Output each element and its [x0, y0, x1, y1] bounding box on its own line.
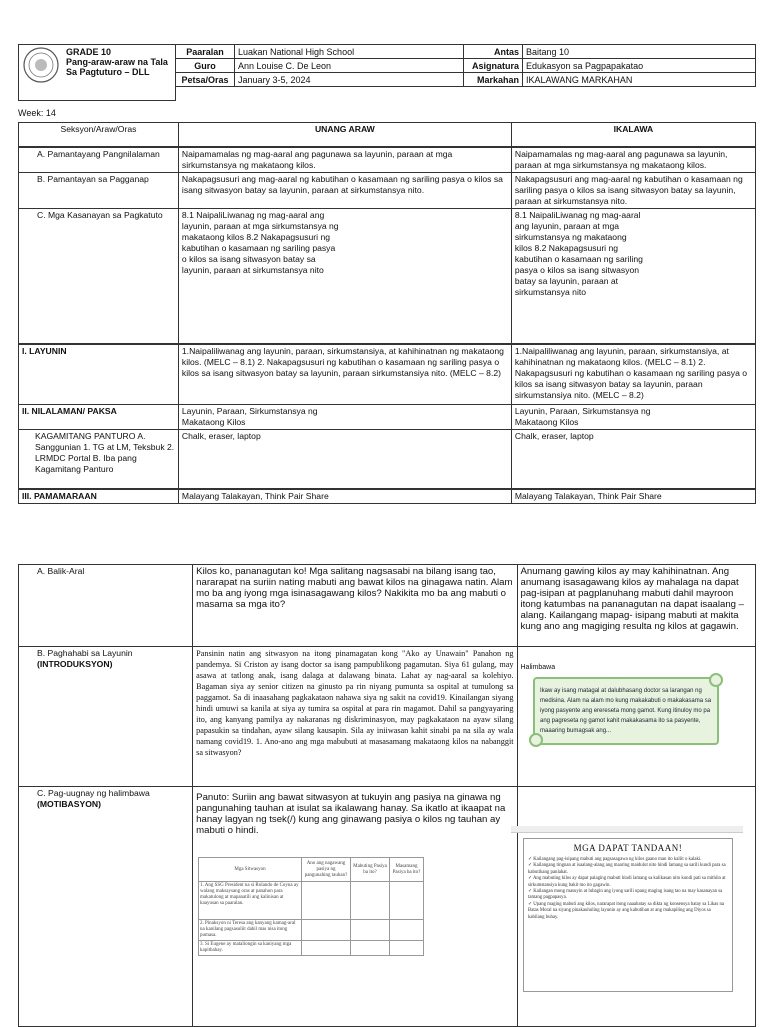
row-day1: Naipamamalas ng mag-aaral ang pagunawa sa layunin, paraan at mga sirkumstansya ng makataong kilos.	[178, 147, 511, 173]
subject-value: Edukasyon sa Pagpapakatao	[523, 59, 756, 73]
poster-item: ✓ Kailangang pag-isipang mabuti ang pagsasagawa ng kilos gaano man ito kaliit o kalaki.	[528, 857, 702, 862]
row-day1: Layunin, Paraan, Sirkumstansya ng Makataong Kilos	[178, 404, 511, 429]
row-label: KAGAMITANG PANTURO A. Sanggunian 1. TG at LM, Teksbuk 2. LRMDC Portal B. Iba pang Kagamitang Panturo	[19, 429, 179, 489]
row-label	[19, 787, 193, 1027]
date-label: Petsa/Oras	[176, 73, 235, 87]
quarter-value: IKALAWANG MARKAHAN	[523, 73, 756, 87]
header-table	[18, 44, 756, 101]
week-label: Week: 14	[18, 108, 56, 118]
answer-cell	[351, 882, 390, 920]
row-day1: Pansinin natin ang sitwasyon na itong pinamagatan kong "Ako ay Unawain" Panahon ng pandemya. Si Criston ay isang doctor sa isang pampublikong pagamutan. Siya 61 gulang, may asawa at tatlong anak, isang dalaga at dalawang binata. Lahat ay nag-aaral sa kolehiyo. Bagaman siya ay senior citizen na ginusto pa rin niyang pumunta sa ospital at tumulong sa paggamot. Sa di inaasahang pagkakataon nahawa siya ng sakit na covid19. Kinailangan siyang hindi umuwi sa kanila at siya ay tumira sa ospital at para rin magamot. Dahil sa pangyayaring ito, ang kanyang pamilya ay nakaranas ng diskriminasyon, may pagkakataon na ayaw silang papasukin sa tindahan, ayaw silang kausapin. Sila ay iniiwasan kahit sinabi pa na sila ay wala namang covid19. 1. Ano-ano ang mga mabubuti at masasamang makataong kilos na nabanggit sa sitwasyon?	[193, 647, 517, 787]
date-value: January 3-5, 2024	[235, 73, 464, 87]
dll-title-2: Sa Pagtuturo – DLL	[66, 67, 150, 77]
instructions-text: Panuto: Suriin ang bawat sitwasyon at tukuyin ang pasiya na ginawa ng pangunahing tauhan at isulat sa ikalawang hanay. Sa ikatlo at ikaapat na hanay lagyan ng tsek(/) kung ang ginawang pasiya o kilos ng tauhan ay mabuti o hindi.	[196, 792, 506, 836]
scroll-text: Ikaw ay isang matagal at dalubhasang doctor sa larangan ng medisina. Alam na alam mo kung makakabuti o makakasama sa iyong pasyente ang ereresetа mong gamot. Kung itinuloy mo pa ang pagreseta ng gamot kahit makakasama ito sa pasyente, maaaring bumagsak ang...	[540, 688, 712, 734]
reminders-poster-image	[511, 826, 743, 994]
poster-item: ✓ Ang mabuting kilos ay dapat palaging mabuti hindi lamang sa kalikasan nito kundi pati sa mithiin at sirkumstansiya kung bakit mo ito gagawin.	[528, 876, 726, 888]
situation-header: Ano ang nagawang pasiya ng pangunahing tauhan?	[302, 858, 351, 882]
answer-cell	[390, 882, 424, 920]
row-day2: Naipamamalas ng mag-aaral ang pagunawa sa layunin, paraan at mga sirkumstansya ng makataong kilos.	[511, 147, 755, 173]
row-day2: 8.1 NaipaliLiwanag ng mag-aaral ang layunin, paraan at mga sirkumstansya ng makataong kilos 8.2 Nakapagsusuri ng kabutihan o kasamaan ng sariling pasya o kilos sa isang sitwasyon batay sa layunin, paraan at sirkumstansya nito	[511, 208, 755, 344]
school-label: Paaralan	[176, 45, 235, 59]
col-header-day1: UNANG ARAW	[178, 123, 511, 147]
row-label: I. LAYUNIN	[19, 344, 179, 404]
row-label: A. Balik-Aral	[19, 565, 193, 647]
row-label: II. NILALAMAN/ PAKSA	[19, 404, 179, 429]
situation-table-image	[198, 857, 424, 987]
row-day1: Nakapagsusuri ang mag-aaral ng kabutihan o kasamaan ng sariling pasya o kilos sa isang sitwasyon batay sa layunin, paraan at sirkumstansya nito.	[178, 172, 511, 208]
row-label: A. Pamantayang Pangnilalaman	[19, 147, 179, 173]
example-scroll-image	[526, 670, 726, 748]
row-day1: Kilos ko, pananagutan ko! Mga salitang nagsasabi na bilang isang tao, nararapat na suriin nating mabuti ang bawat kilos na ginagawa natin. Alam mo ba ang iyong mga isinasagawang kilos? Nakikita mo ba ang mabuti o masama sa mga ito?	[193, 565, 517, 647]
row-day1: Malayang Talakayan, Think Pair Share	[178, 489, 511, 504]
situation-header: Mabuting Pasiya ba ito?	[351, 858, 390, 882]
poster-item: ✓ Upang maging mabuti ang kilos, nararapat itong naaabatay sa dikta ng konsensya batay sa Likas na Batas Moral na siyang pinakauhuling layunin ay ang kabutihan at ang makapiling ang Diyos sa kabilang buhay.	[528, 901, 724, 920]
situation-cell: 3. Si Eugene ay mataliongin sa kaniyang mga kapitbahay.	[199, 941, 302, 956]
row-label: B. Pamantayan sa Pagganap	[19, 172, 179, 208]
row-day2: 1.Naipaliliwanag ang layunin, paraan, sirkumstansiya, at kahihinatnan ng makataong kilos. (MELC – 8.1) 2. Nakapagsusuri ng kabutihan o kasamaan ng sariling pasya o kilos sa isang sitwasyon batay sa layunin, paraan sirkumstansiya nito. (MELC – 8.2)	[511, 344, 755, 404]
poster-item: ✓ Kailangang tingnan at isaalang-alang ang maaring maidulot nito hindi lamang sa sarili kundi para sa kabutihang panlahat.	[528, 863, 726, 875]
situation-cell: 2. Pinaksyon ni Teresa ang kanyang kamag-aral na kanilang pagsasuliit dahil mas nisa itong pumasa.	[199, 920, 302, 941]
row-day2: Malayang Talakayan, Think Pair Share	[511, 489, 755, 504]
answer-cell	[351, 920, 390, 941]
situation-header: Mga Sitwasyon	[199, 858, 302, 882]
answer-cell	[302, 882, 351, 920]
poster-topbar	[511, 826, 743, 833]
example-label: Halimbawa	[520, 664, 556, 671]
poster-item: ✓ Kailangan mong masuyin at lubagin ang iyong sarili upang maging isang tao na may kasanayan sa tamang pagpapasya.	[528, 889, 723, 901]
dll-title-1: Pang-araw-araw na Tala	[66, 57, 168, 67]
row-label-bold: (INTRODUKSYON)	[37, 659, 113, 669]
row-day2: Anumang gawing kilos ay may kahihinatnan. Ang anumang isasagawang kilos ay mahalaga na dapat pag-isipan at pagplanuhang mabuti dahil mayroon itong katumbas na pananagutan na dapat isaalang – alang. Kailangang mapag- isipang mabuti at makita kung ano ang magiging resulta ng kilos at gagawin.	[517, 565, 756, 647]
row-label: C. Mga Kasanayan sa Pagkatuto	[19, 208, 179, 344]
answer-cell	[302, 920, 351, 941]
row-day2: Layunin, Paraan, Sirkumstansya ng Makataong Kilos	[511, 404, 755, 429]
row-label	[19, 647, 193, 787]
row-label-text: B. Paghahabi sa Layunin	[37, 648, 133, 658]
situation-header: Masamang Pasiya ba ito?	[390, 858, 424, 882]
row-label: III. PAMAMARAAN	[19, 489, 179, 504]
level-value: Baitang 10	[523, 45, 756, 59]
row-day1: 8.1 NaipaliLiwanag ng mag-aaral ang layunin, paraan at mga sirkumstansya ng makataong kilos 8.2 Nakapagsusuri ng kabutihan o kasamaan ng sariling pasya o kilos sa isang sitwasyon batay sa layunin, paraan at sirkumstansya nito	[178, 208, 511, 344]
header-logo-cell	[19, 45, 176, 101]
poster-title: MGA DAPAT TANDAAN!	[573, 843, 683, 853]
subject-label: Asignatura	[464, 59, 523, 73]
row-label-text: C. Pag-uugnay ng halimbawa	[37, 788, 150, 798]
grade-label: GRADE 10	[66, 47, 112, 57]
row-label-bold: (MOTIBASYON)	[37, 799, 101, 809]
poster-frame	[523, 838, 733, 992]
row-day2: Nakapagsusuri ang mag-aaral ng kabutihan o kasamaan ng sariling pasya o kilos sa isang sitwasyon batay sa layunin, paraan at sirkumstansya nito.	[511, 172, 755, 208]
row-day1: 1.Naipaliliwanag ang layunin, paraan, sirkumstansiya, at kahihinatnan ng makataong kilos. (MELC – 8.1) 2. Nakapagsusuri ng kabutihan o kasamaan ng sariling pasya o kilos sa isang sitwasyon batay sa layunin, paraan sirkumstansiya nito. (MELC – 8.2)	[178, 344, 511, 404]
row-day1: Chalk, eraser, laptop	[178, 429, 511, 489]
level-label: Antas	[464, 45, 523, 59]
col-header-day2: IKALAWA	[511, 123, 755, 147]
situation-cell: 1. Ang SSG President na si Rolando de Coyna ay walang maksaysang oras at panahon para makatulong at mapanatili ang kalinisan at kaayusan sa paaralan.	[199, 882, 302, 920]
poster-items	[528, 857, 728, 921]
answer-cell	[302, 941, 351, 956]
quarter-label: Markahan	[464, 73, 523, 87]
teacher-label: Guro	[176, 59, 235, 73]
answer-cell	[390, 941, 424, 956]
row-day2: Chalk, eraser, laptop	[511, 429, 755, 489]
situation-table	[198, 857, 424, 956]
answer-cell	[390, 920, 424, 941]
answer-cell	[351, 941, 390, 956]
teacher-value: Ann Louise C. De Leon	[235, 59, 464, 73]
dll-table-1	[18, 122, 756, 504]
col-header-section: Seksyon/Araw/Oras	[19, 123, 179, 147]
school-value: Luakan National High School	[235, 45, 464, 59]
